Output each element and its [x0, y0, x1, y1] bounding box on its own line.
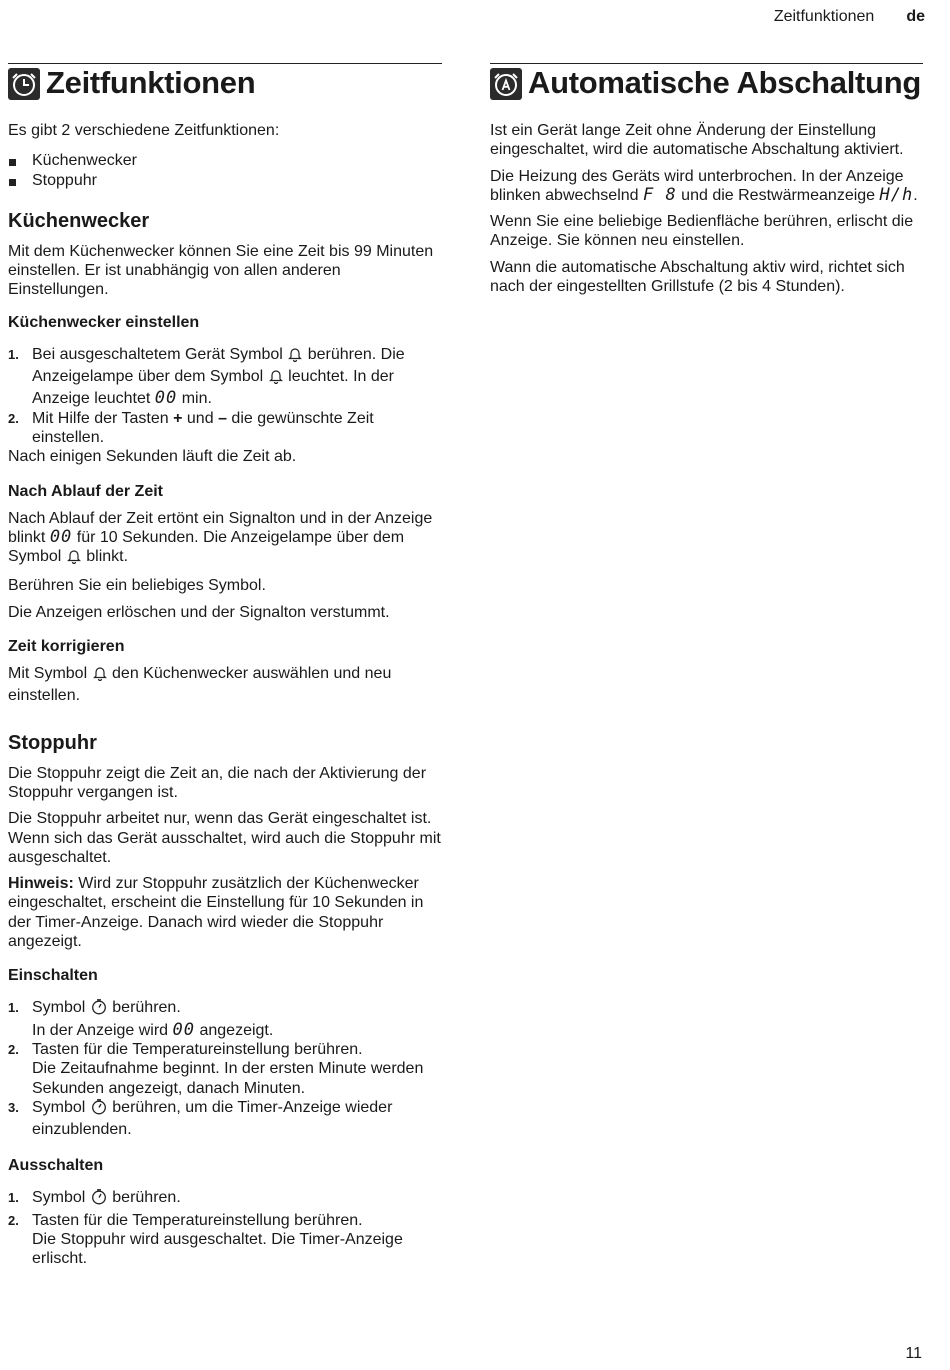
- step-item: [8, 998, 442, 1040]
- step-text: Symbol: [32, 999, 86, 1017]
- text-run: für 10 Sekunden. Die Anzeigelampe über dem Symbol: [8, 528, 405, 566]
- hinweis-note: [8, 874, 442, 951]
- stoppuhr-text-2: Die Stoppuhr arbeitet nur, wenn das Gerät eingeschaltet ist. Wenn sich das Gerät ausschaltet, wird auch die Stoppuhr mit ausgeschaltet.: [8, 810, 441, 866]
- heading-ausschalten: Ausschalten: [8, 1157, 104, 1175]
- note-label: Hinweis:: [8, 875, 74, 893]
- step-text: und: [186, 409, 214, 427]
- function-list: [8, 151, 442, 190]
- text-run: den Küchenwecker auswählen und neu einstellen.: [8, 665, 392, 705]
- displays-off-text: Die Anzeigen erlöschen und der Signalton verstummt.: [8, 603, 390, 621]
- step-item: [8, 1188, 442, 1210]
- step-text: Tasten für die Temperatureinstellung berühren.: [32, 1211, 363, 1229]
- step-text: berühren.: [112, 999, 181, 1017]
- touch-symbol-text: Berühren Sie ein beliebiges Symbol.: [8, 577, 266, 595]
- step-text: berühren.: [112, 1189, 181, 1207]
- display-readout: F 8: [643, 184, 677, 205]
- clock-icon: [8, 68, 40, 100]
- list-item: Stoppuhr: [8, 171, 442, 190]
- stoppuhr-text-1: Die Stoppuhr zeigt die Zeit an, die nach der Aktivierung der Stoppuhr vergangen ist.: [8, 764, 427, 801]
- section-header-abschaltung: [490, 63, 923, 106]
- step-item: [8, 409, 442, 448]
- abschaltung-text-3: Wenn Sie eine beliebige Bedienfläche berühren, erlischt die Anzeige. Sie können neu einstellen.: [490, 213, 914, 250]
- display-readout: H/h: [879, 184, 914, 205]
- steps-kuechenwecker: [8, 345, 442, 447]
- step-item: [8, 1211, 442, 1269]
- bell-icon: [67, 548, 81, 569]
- step-text: leuchtet. In der Anzeige leuchtet: [32, 368, 394, 408]
- step-number: 1.: [8, 346, 19, 362]
- section-header-zeitfunktionen: [8, 63, 442, 106]
- left-column: [8, 63, 442, 1269]
- minus-key-symbol: –: [218, 409, 227, 427]
- step-text: Tasten für die Temperatureinstellung berühren.: [32, 1040, 363, 1058]
- page-title: Zeitfunktionen: [46, 65, 256, 100]
- step-text: Die Stoppuhr wird ausgeschaltet. Die Timer-Anzeige erlischt.: [32, 1230, 403, 1268]
- bell-icon: [269, 368, 283, 389]
- step-text: angezeigt.: [199, 1021, 274, 1039]
- page-number: 11: [905, 1345, 922, 1362]
- step-number: 1.: [8, 1190, 19, 1206]
- heading-stoppuhr: Stoppuhr: [8, 731, 97, 754]
- heading-kuechenwecker: Küchenwecker: [8, 209, 150, 232]
- auto-shutoff-icon: [490, 68, 522, 100]
- heading-einschalten: Einschalten: [8, 967, 98, 985]
- zeit-korrigieren-text: [8, 664, 442, 706]
- step-item: [8, 345, 442, 409]
- after-steps-text: Nach einigen Sekunden läuft die Zeit ab.: [8, 448, 297, 466]
- plus-key-symbol: +: [173, 409, 183, 427]
- running-header-section: Zeitfunktionen: [773, 8, 875, 25]
- stopwatch-icon: [91, 1098, 107, 1120]
- text-run: und die Restwärmeanzeige: [681, 186, 876, 204]
- steps-einschalten: [8, 998, 442, 1139]
- step-text: Symbol: [32, 1189, 86, 1207]
- list-item: Küchenwecker: [8, 151, 442, 170]
- text-run: Die Heizung des Geräts wird unterbrochen. In der Anzeige blinken abwechselnd: [490, 167, 904, 204]
- abschaltung-text-4: Wann die automatische Abschaltung aktiv wird, richtet sich nach der eingestellten Grillstufe (2 bis 4 Stunden).: [490, 258, 905, 296]
- heading-nach-ablauf: Nach Ablauf der Zeit: [8, 482, 163, 500]
- bell-icon: [288, 346, 302, 367]
- nach-ablauf-text: [8, 509, 442, 570]
- step-number: 2.: [8, 1212, 19, 1228]
- step-item: [8, 1040, 442, 1098]
- running-header: [774, 8, 925, 26]
- display-readout: 00: [49, 526, 73, 547]
- right-column: [490, 63, 923, 303]
- abschaltung-text-2: [490, 167, 923, 206]
- stopwatch-icon: [91, 1188, 107, 1210]
- heading-kuechenwecker-einstellen: Küchenwecker einstellen: [8, 313, 200, 331]
- step-text: die gewünschte Zeit einstellen.: [32, 409, 374, 446]
- abschaltung-text-1: Ist ein Gerät lange Zeit ohne Änderung der Einstellung eingeschaltet, wird die automatische Abschaltung aktiviert.: [490, 122, 904, 159]
- step-text: Die Zeitaufnahme beginnt. In der ersten Minute werden Sekunden angezeigt, danach Minuten.: [32, 1060, 424, 1097]
- step-text: berühren, um die Timer-Anzeige wieder einzublenden.: [32, 1098, 393, 1139]
- section-title: Automatische Abschaltung: [528, 65, 921, 100]
- step-number: 3.: [8, 1099, 19, 1115]
- step-item: [8, 1098, 442, 1140]
- language-code: de: [906, 8, 925, 25]
- step-text: Mit Hilfe der Tasten: [32, 409, 169, 427]
- text-run: .: [913, 186, 918, 204]
- step-text: min.: [181, 390, 212, 408]
- step-text: Bei ausgeschaltetem Gerät Symbol: [32, 345, 283, 363]
- step-number: 2.: [8, 1041, 19, 1057]
- step-text: Symbol: [32, 1098, 86, 1116]
- step-text: In der Anzeige wird: [32, 1021, 169, 1039]
- kuechenwecker-text: Mit dem Küchenwecker können Sie eine Zeit bis 99 Minuten einstellen. Er ist unabhängig von allen anderen Einstellungen.: [8, 242, 434, 299]
- text-run: blinkt.: [86, 548, 129, 566]
- text-run: Mit Symbol: [8, 665, 88, 683]
- note-text: Wird zur Stoppuhr zusätzlich der Küchenwecker eingeschaltet, erscheint die Einstellung für 10 Sekunden in der Timer-Anzeige. Danach wird wieder die Stoppuhr angezeigt.: [8, 875, 424, 951]
- step-number: 2.: [8, 410, 19, 426]
- step-number: 1.: [8, 1000, 19, 1016]
- bell-icon: [93, 665, 107, 686]
- display-readout: 00: [154, 388, 178, 409]
- step-text: berühren. Die Anzeigelampe über dem Symbol: [32, 345, 405, 386]
- heading-zeit-korrigieren: Zeit korrigieren: [8, 638, 125, 656]
- stopwatch-icon: [91, 998, 107, 1020]
- display-readout: 00: [172, 1019, 196, 1040]
- steps-ausschalten: [8, 1188, 442, 1268]
- intro-text: Es gibt 2 verschiedene Zeitfunktionen:: [8, 122, 280, 139]
- text-run: Nach Ablauf der Zeit ertönt ein Signalton und in der Anzeige blinkt: [8, 509, 433, 546]
